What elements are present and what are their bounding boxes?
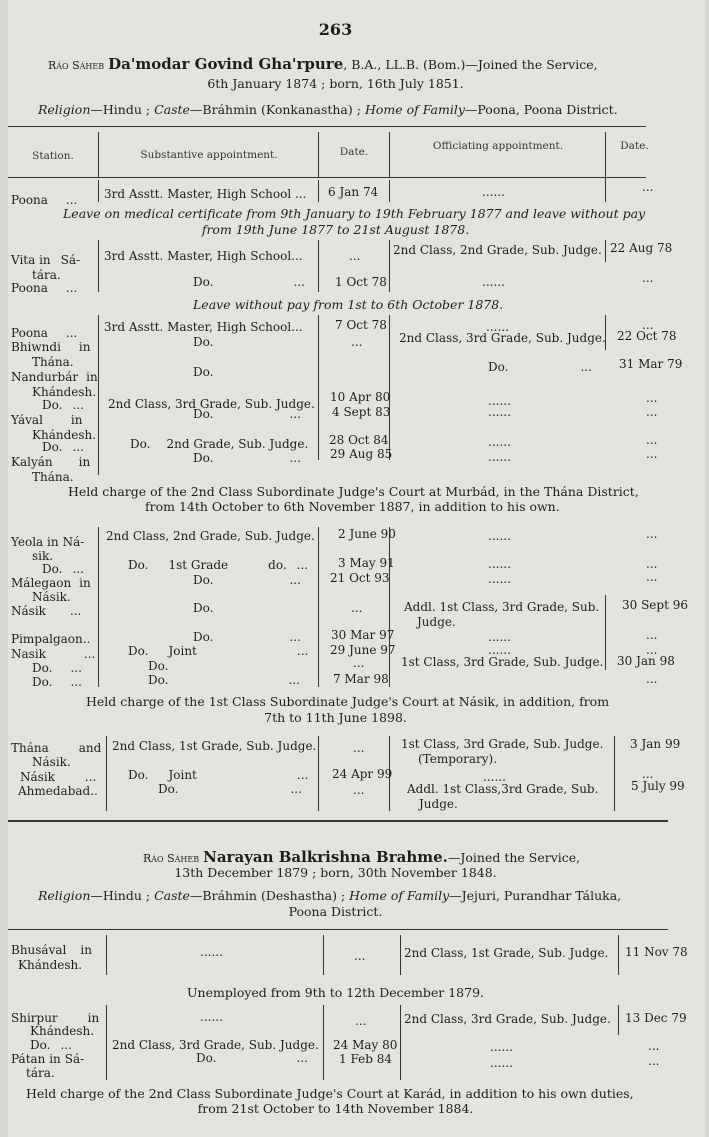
row-17-substantive: Do. ...	[148, 673, 300, 687]
row-16-date-2: 30 Jan 98	[617, 654, 675, 668]
row-0-station: Poona ...	[11, 193, 78, 207]
row-4-station-cont: Thána.	[32, 355, 74, 369]
row-17-date: 7 Mar 98	[333, 672, 389, 686]
row-0-date: 6 Jan 74	[328, 185, 379, 199]
row-14-station: Pimpalgaon..	[11, 632, 91, 646]
row-8-date: 28 Oct 84	[329, 433, 389, 447]
religion-value: —Hindu ;	[90, 888, 151, 903]
col-divider	[400, 935, 401, 975]
row-6-substantive: 2nd Class, 3rd Grade, Sub. Judge.	[108, 397, 315, 411]
row-14-officiating: ......	[488, 630, 511, 644]
row-19-officiating: ......	[483, 770, 506, 784]
row-16-officiating: 1st Class, 3rd Grade, Sub. Judge.	[401, 655, 604, 669]
col-divider	[106, 736, 107, 811]
row-4-date: ...	[351, 335, 363, 349]
row-0-substantive: 3rd Asstt. Master, High School ...	[104, 187, 307, 201]
row-14-substantive: Do. ...	[193, 630, 301, 644]
t2-row-3-station: Pátan in Sá-	[11, 1052, 85, 1066]
row-16-substantive: Do.	[148, 659, 169, 673]
row-6-date: 10 Apr 80	[330, 390, 391, 404]
row-0-officiating: ......	[482, 185, 505, 199]
row-19-station: Násik ...	[20, 770, 97, 784]
row-13-date: ...	[351, 601, 363, 615]
row-20-officiating: Addl. 1st Class,3rd Grade, Sub.	[407, 782, 599, 796]
header-officiating: Officiating appointment.	[432, 140, 564, 152]
row-20-station: Ahmedabad..	[18, 784, 98, 798]
row-5-station-cont: Khándesh.	[32, 385, 97, 399]
row-10-date-2: ...	[646, 527, 658, 541]
officer-1-dates: 6th January 1874 ; born, 16th July 1851.	[207, 76, 464, 91]
row-13-substantive: Do.	[193, 601, 214, 615]
row-18-officiating: 1st Class, 3rd Grade, Sub. Judge.	[401, 737, 604, 751]
col-divider	[318, 180, 319, 202]
row-0-date-2: ...	[642, 180, 654, 194]
officer-2-joined: —Joined the Service,	[447, 850, 581, 865]
table-header-rule	[8, 177, 646, 178]
note-held-charge-karad-cont: from 21st October to 14th November 1884.	[197, 1101, 474, 1116]
row-2-substantive: Do. ...	[193, 275, 305, 289]
row-13-date-2: 30 Sept 96	[622, 598, 688, 612]
caste-label: Caste	[154, 102, 190, 117]
t2-row-2-substantive: 2nd Class, 3rd Grade, Sub. Judge.	[112, 1038, 319, 1052]
row-9-date-2: ...	[646, 447, 658, 461]
col-divider	[98, 180, 99, 202]
col-divider	[389, 132, 390, 177]
row-1-officiating: 2nd Class, 2nd Grade, Sub. Judge.	[393, 243, 602, 257]
row-14-date: 30 Mar 97	[331, 628, 395, 642]
home-label: Home of Family	[364, 102, 465, 117]
row-3-officiating: ......	[486, 320, 509, 334]
row-14-date-2: ...	[646, 628, 658, 642]
row-11-date-2: ...	[646, 557, 658, 571]
row-7-date: 4 Sept 83	[332, 405, 391, 419]
row-2-officiating: ......	[482, 275, 505, 289]
officer-2-details	[38, 888, 621, 903]
row-7-station-cont: Khándesh.	[32, 428, 97, 442]
row-18-date: ...	[353, 741, 365, 755]
row-4-date-2: 22 Oct 78	[617, 329, 677, 343]
row-18-station: Thána and	[11, 741, 102, 755]
t2-row-1-station-cont: Khándesh.	[30, 1024, 95, 1038]
col-divider	[98, 527, 99, 687]
col-divider	[605, 240, 606, 262]
home-label: Home of Family	[349, 888, 450, 903]
t2-row-2-date-2: ...	[648, 1039, 660, 1053]
t2-row-3-substantive: Do. ...	[196, 1051, 308, 1065]
row-11-station: Do. ...	[42, 562, 84, 576]
row-9-station-cont: Thána.	[32, 470, 74, 484]
officer-separator-rule	[8, 820, 668, 822]
t2-row-1-date-2: 13 Dec 79	[625, 1011, 687, 1025]
col-divider	[318, 240, 319, 292]
col-divider	[98, 240, 99, 292]
row-1-substantive: 3rd Asstt. Master, High School...	[104, 249, 303, 263]
row-13-officiating: Addl. 1st Class, 3rd Grade, Sub.	[404, 600, 600, 614]
note-leave-2: Leave without pay from 1st to 6th October 1878.	[193, 297, 504, 312]
religion-value: —Hindu ;	[90, 102, 151, 117]
note-unemployed: Unemployed from 9th to 12th December 1879.	[186, 985, 485, 1000]
row-3-substantive: 3rd Asstt. Master, High School...	[104, 320, 303, 334]
col-divider	[389, 180, 390, 202]
row-16-station: Do. ...	[32, 661, 82, 675]
col-divider	[400, 1005, 401, 1080]
note-leave-1-cont: from 19th June 1877 to 21st August 1878.	[201, 222, 470, 237]
row-18-date-2: 3 Jan 99	[630, 737, 681, 751]
t2-row-0-officiating: 2nd Class, 1st Grade, Sub. Judge.	[404, 946, 609, 960]
col-divider	[318, 736, 319, 811]
t2-row-3-station-cont: tára.	[26, 1066, 55, 1080]
row-16-date: ...	[353, 656, 365, 670]
t2-row-3-date-2: ...	[648, 1054, 660, 1068]
religion-label: Religion	[38, 102, 91, 117]
row-12-date: 21 Oct 93	[330, 571, 390, 585]
t2-row-0-station-cont: Khándesh.	[18, 958, 83, 972]
row-18-station-cont: Násik.	[32, 755, 71, 769]
header-station: Station.	[32, 150, 74, 162]
row-13-officiating-cont: Judge.	[417, 615, 456, 629]
t2-row-0-date-2: 11 Nov 78	[625, 945, 688, 959]
table-top-rule	[8, 126, 646, 127]
col-divider	[614, 736, 615, 811]
row-6-officiating: ......	[488, 394, 511, 408]
row-12-substantive: Do. ...	[193, 573, 301, 587]
register-page	[8, 0, 705, 1137]
t2-row-1-officiating: 2nd Class, 3rd Grade, Sub. Judge.	[404, 1012, 611, 1026]
note-held-charge-1: Held charge of the 2nd Class Subordinate Judge's Court at Murbád, in the Thána District,	[68, 484, 639, 499]
row-2-date-2: ...	[642, 271, 654, 285]
t2-row-3-date: 1 Feb 84	[339, 1052, 392, 1066]
row-9-officiating: ......	[488, 450, 511, 464]
t2-row-1-station: Shirpur in	[11, 1011, 100, 1025]
row-5-station: Nandurbár in	[11, 370, 98, 384]
t2-row-3-officiating: ......	[490, 1056, 513, 1070]
row-12-officiating: ......	[488, 572, 511, 586]
col-divider	[98, 315, 99, 475]
t2-row-0-substantive: ......	[200, 945, 223, 959]
row-2-date: 1 Oct 78	[335, 275, 387, 289]
table-2-top-rule	[8, 929, 668, 930]
col-divider	[618, 1005, 619, 1035]
row-17-station: Do. ...	[32, 675, 82, 689]
home-value: —Poona, Poona District.	[464, 102, 618, 117]
row-7-date-2: ...	[646, 405, 658, 419]
row-20-date-2: 5 July 99	[631, 779, 685, 793]
row-5-officiating: Do. ...	[488, 360, 592, 374]
officer-1-title: Ráo Sáheb	[48, 59, 105, 72]
row-3-station: Poona ...	[11, 326, 78, 340]
col-divider	[605, 595, 606, 670]
officer-2-title: Ráo Sáheb	[143, 852, 200, 865]
row-10-officiating: ......	[488, 529, 511, 543]
row-3-date-2: ...	[642, 318, 654, 332]
note-leave-1: Leave on medical certificate from 9th January to 19th February 1877 and leave without pay	[63, 206, 646, 221]
t2-row-0-date: ...	[354, 949, 366, 963]
col-divider	[605, 170, 606, 202]
row-11-officiating: ......	[488, 557, 511, 571]
row-8-date-2: ...	[646, 433, 658, 447]
t2-row-1-substantive: ......	[200, 1010, 223, 1024]
col-divider	[323, 935, 324, 975]
row-8-substantive: Do. 2nd Grade, Sub. Judge.	[130, 437, 309, 451]
col-divider	[318, 527, 319, 687]
page-number: 263	[318, 20, 353, 39]
caste-value: —Bráhmin (Konkanastha) ;	[189, 102, 361, 117]
col-divider	[389, 527, 390, 687]
note-held-charge-karad: Held charge of the 2nd Class Subordinate Judge's Court at Karád, in addition to his own duties,	[26, 1086, 634, 1101]
row-1-station: Vita in Sá-	[11, 253, 81, 267]
t2-row-1-date: ...	[355, 1014, 367, 1028]
row-4-station: Bhiwndi in	[11, 340, 91, 354]
row-3-date: 7 Oct 78	[335, 318, 387, 332]
officer-1-heading	[48, 55, 598, 73]
row-7-substantive: Do. ...	[193, 407, 301, 421]
row-4-substantive: Do.	[193, 335, 214, 349]
row-12-station: Málegaon in	[11, 576, 91, 590]
officer-2-name: Narayan Balkrishna Brahme.	[203, 848, 448, 866]
row-7-officiating: ......	[488, 405, 511, 419]
row-20-officiating-cont: Judge.	[419, 797, 458, 811]
col-divider	[318, 315, 319, 460]
row-9-date: 29 Aug 85	[330, 447, 393, 461]
row-10-date: 2 June 90	[338, 527, 396, 541]
row-4-officiating: 2nd Class, 3rd Grade, Sub. Judge.	[399, 331, 606, 345]
home-value: —Jejuri, Purandhar Táluka,	[449, 888, 622, 903]
row-13-station: Násik ...	[11, 604, 82, 618]
col-divider	[618, 935, 619, 975]
row-18-officiating-cont: (Temporary).	[418, 752, 498, 766]
t2-row-0-station: Bhusával in	[11, 943, 92, 957]
row-18-substantive: 2nd Class, 1st Grade, Sub. Judge.	[112, 739, 317, 753]
row-15-substantive: Do. Joint ...	[128, 644, 309, 658]
row-11-substantive: Do. 1st Grade do. ...	[128, 558, 309, 572]
row-12-date-2: ...	[646, 570, 658, 584]
officer-2-dates: 13th December 1879 ; born, 30th November 1848.	[174, 865, 497, 880]
row-19-substantive: Do. Joint ...	[128, 768, 309, 782]
col-divider	[106, 1005, 107, 1080]
officer-1-name: Da'modar Govind Gha'rpure	[108, 55, 344, 73]
row-20-date: ...	[353, 783, 365, 797]
row-7-station: Yával in	[11, 413, 83, 427]
col-divider	[323, 1005, 324, 1080]
t2-row-2-station: Do. ...	[30, 1038, 72, 1052]
caste-value: —Bráhmin (Deshastha) ;	[189, 888, 346, 903]
row-8-station: Do. ...	[42, 440, 84, 454]
row-19-date-2: ...	[642, 767, 654, 781]
row-15-date: 29 June 97	[330, 643, 396, 657]
officer-2-heading	[143, 848, 580, 866]
row-20-substantive: Do. ...	[158, 782, 302, 796]
row-5-substantive: Do.	[193, 365, 214, 379]
row-8-officiating: ......	[488, 435, 511, 449]
religion-label: Religion	[38, 888, 91, 903]
row-11-date: 3 May 91	[338, 556, 395, 570]
row-9-substantive: Do. ...	[193, 451, 301, 465]
row-6-station: Do. ...	[42, 398, 84, 412]
caste-label: Caste	[154, 888, 190, 903]
row-12-station-cont: Násik.	[32, 590, 71, 604]
row-2-station: Poona ...	[11, 281, 78, 295]
row-1-station-cont: tára.	[32, 268, 61, 282]
row-5-date-2: 31 Mar 79	[619, 357, 683, 371]
row-6-date-2: ...	[646, 391, 658, 405]
header-substantive: Substantive appointment.	[140, 149, 278, 161]
note-held-charge-2-cont: 7th to 11th June 1898.	[264, 710, 407, 725]
note-held-charge-1-cont: from 14th October to 6th November 1887, in addition to his own.	[145, 499, 560, 514]
officer-1-details	[38, 102, 618, 117]
col-divider	[389, 315, 390, 460]
row-17-date-2: ...	[646, 672, 658, 686]
note-held-charge-2: Held charge of the 1st Class Subordinate Judge's Court at Násik, in addition, from	[86, 694, 610, 709]
header-date-2: Date.	[620, 140, 649, 152]
t2-row-2-officiating: ......	[490, 1040, 513, 1054]
row-15-officiating: ......	[488, 643, 511, 657]
row-15-station: Nasik ...	[11, 647, 96, 661]
row-19-date: 24 Apr 99	[332, 767, 393, 781]
row-1-date: ...	[349, 249, 361, 263]
officer-1-joined: , B.A., LL.B. (Bom.)—Joined the Service,	[343, 57, 598, 72]
officer-2-home-cont: Poona District.	[288, 904, 383, 919]
row-10-station-cont: sik.	[32, 549, 54, 563]
t2-row-2-date: 24 May 80	[333, 1038, 398, 1052]
row-15-date-2: ...	[646, 643, 658, 657]
header-date: Date.	[339, 146, 369, 158]
col-divider	[389, 240, 390, 292]
row-10-substantive: 2nd Class, 2nd Grade, Sub. Judge.	[106, 529, 315, 543]
row-1-date-2: 22 Aug 78	[610, 241, 673, 255]
row-9-station: Kalyán in	[11, 455, 91, 469]
col-divider	[106, 935, 107, 975]
row-10-station: Yeola in Ná-	[11, 535, 85, 549]
